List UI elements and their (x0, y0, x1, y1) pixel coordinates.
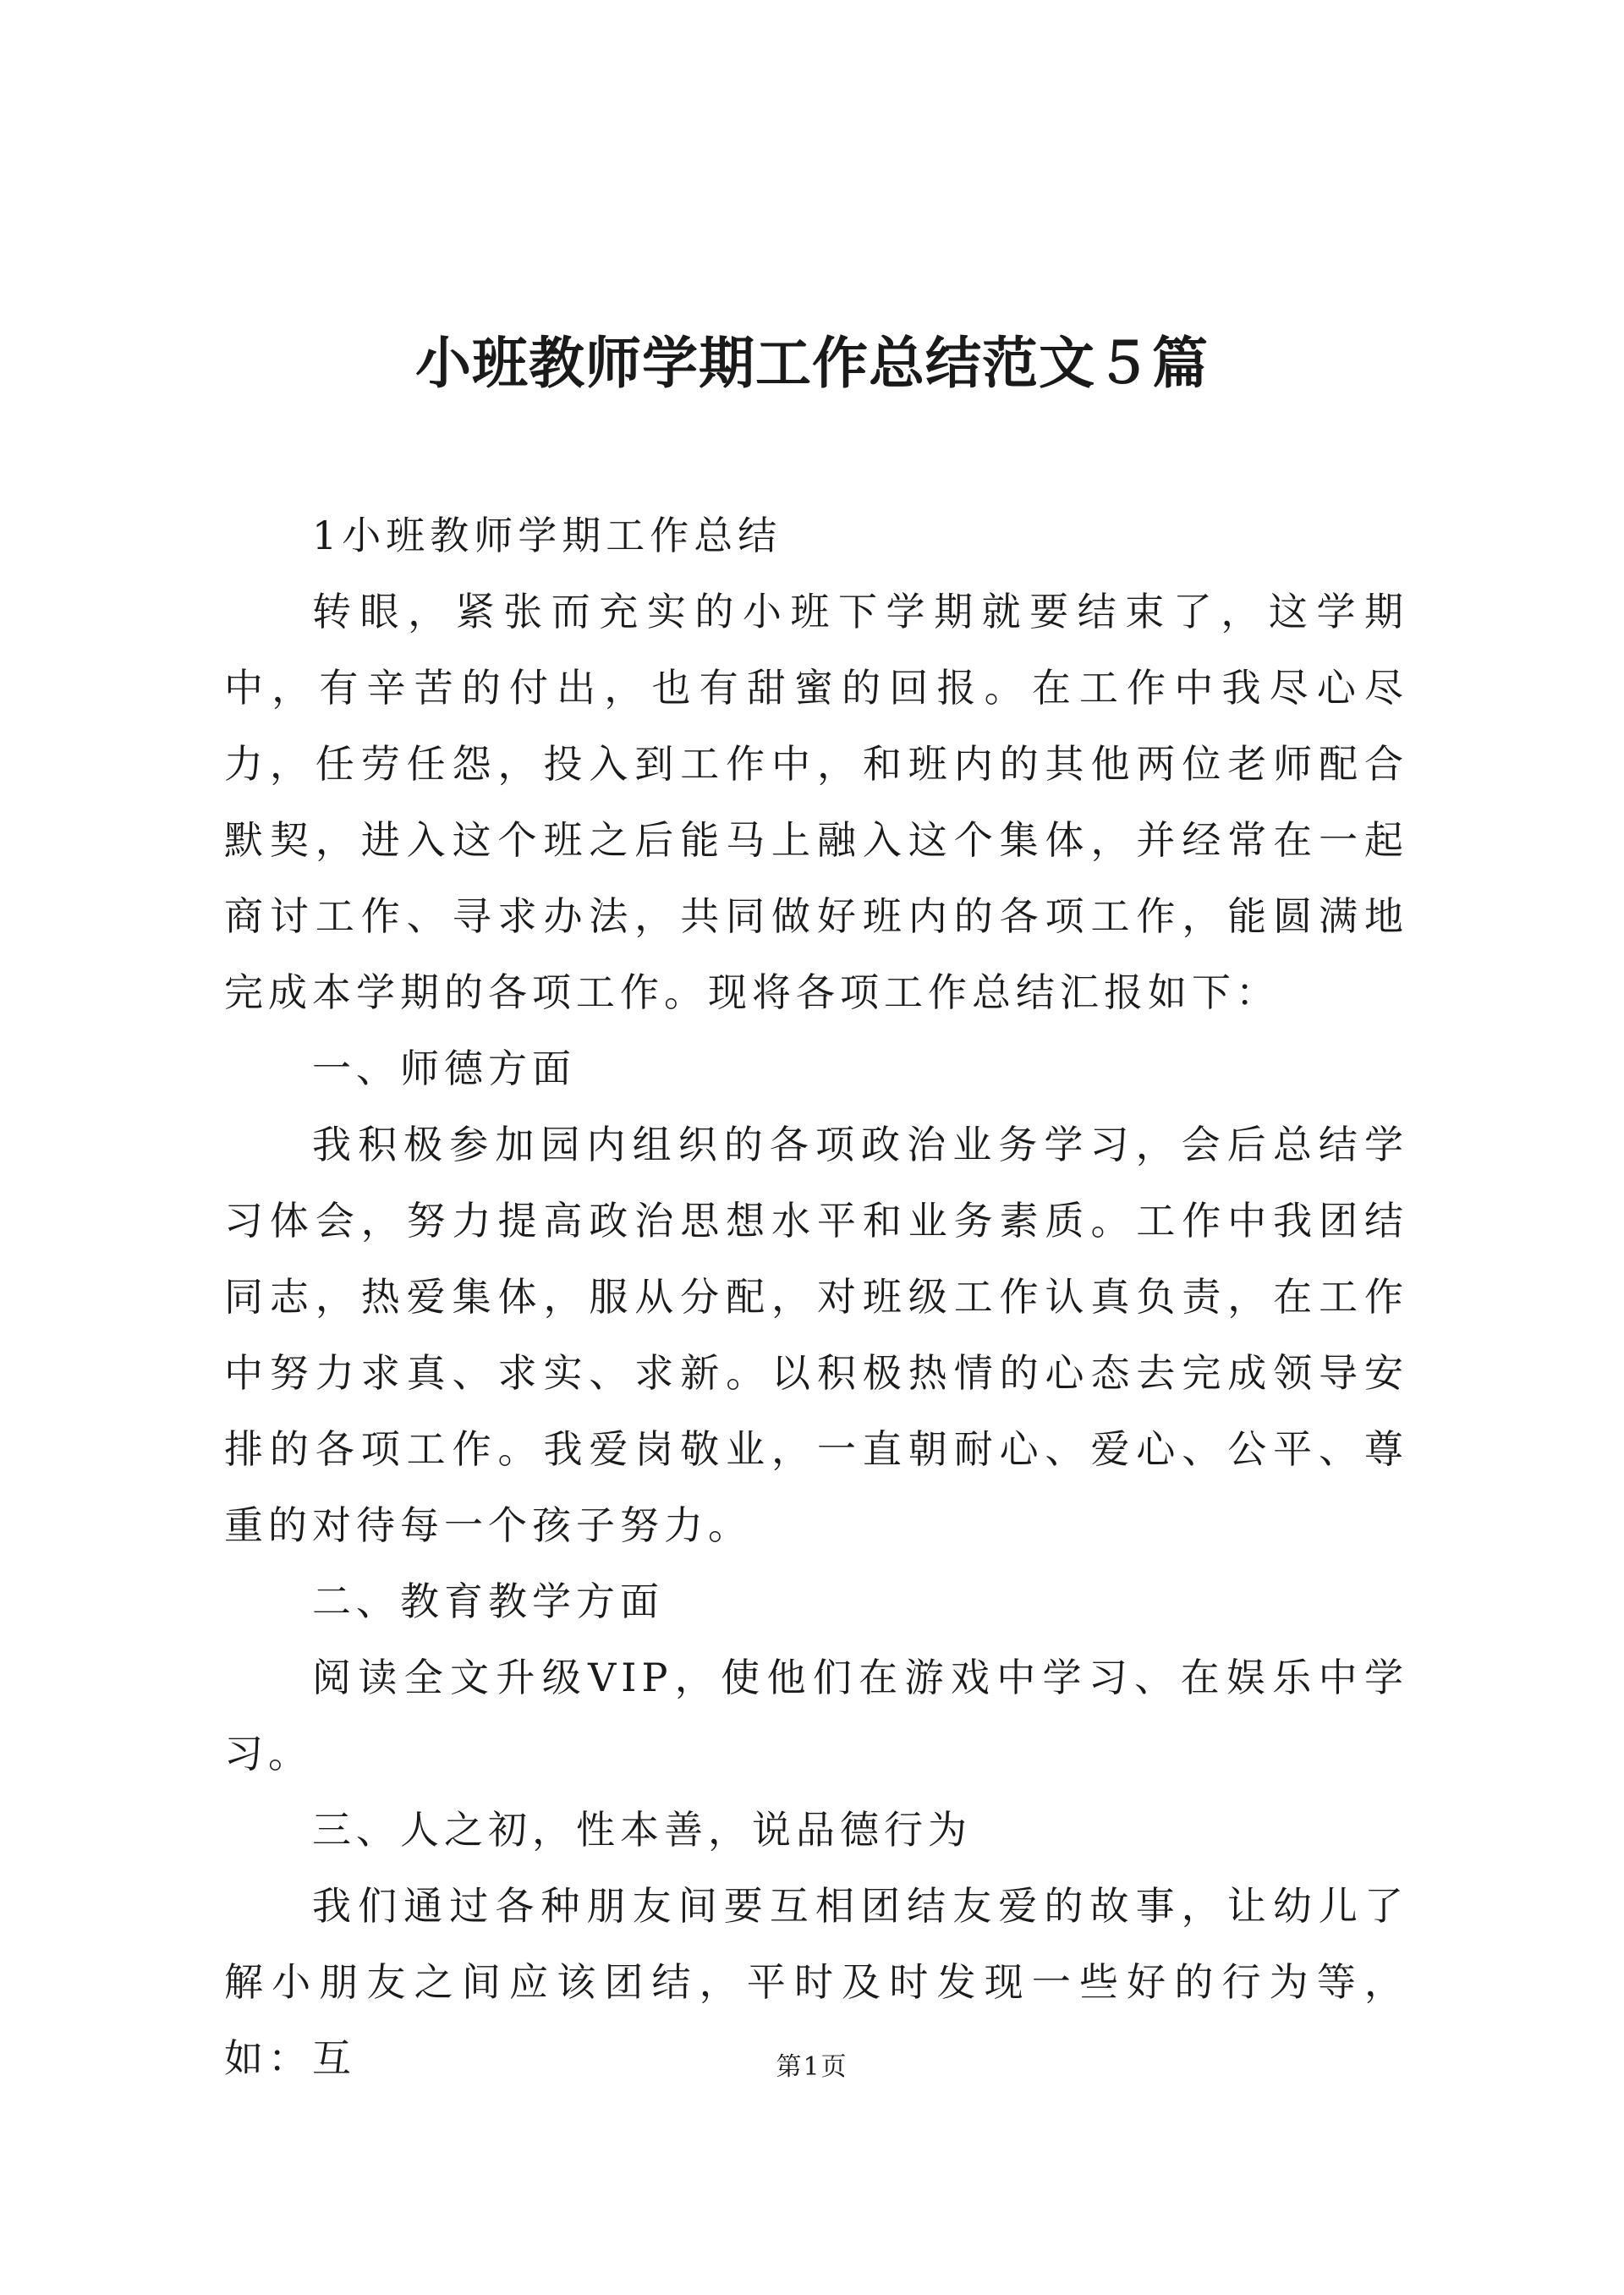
paragraph: 我积极参加园内组织的各项政治业务学习，会后总结学习体会，努力提高政治思想水平和业务素质。工作中我团结同志，热爱集体，服从分配，对班级工作认真负责，在工作中努力求真、求实、求新。以积极热情的心态去完成领导安排的各项工作。我爱岗敬业，一直朝耐心、爱心、公平、尊重的对待每一个孩子努力。 (224, 1122, 1408, 1548)
document-title: 小班教师学期工作总结范文５篇 (415, 330, 1209, 396)
page-number: 第1页 (776, 2052, 848, 2082)
paragraph: 我们通过各种朋友间要互相团结友爱的故事，让幼儿了解小朋友之间应该团结，平时及时发现一些好的行为等，如：互 (224, 1883, 1408, 2081)
document-body (224, 497, 1408, 2096)
section-heading: 二、教育教学方面 (312, 1578, 664, 1624)
section-heading: 1小班教师学期工作总结 (312, 513, 782, 558)
paragraph: 转眼，紧张而充实的小班下学期就要结束了，这学期中，有辛苦的付出，也有甜蜜的回报。在工作中我尽心尽力，任劳任怨，投入到工作中，和班内的其他两位老师配合默契，进入这个班之后能马上融入这个集体，并经常在一起商讨工作、寻求办法，共同做好班内的各项工作，能圆满地完成本学期的各项工作。现将各项工作总结汇报如下： (224, 589, 1408, 1015)
paragraph: 阅读全文升级VIP，使他们在游戏中学习、在娱乐中学习。 (224, 1655, 1408, 1776)
section-heading: 三、人之初，性本善，说品德行为 (312, 1807, 972, 1853)
section-heading: 一、师德方面 (312, 1046, 576, 1091)
